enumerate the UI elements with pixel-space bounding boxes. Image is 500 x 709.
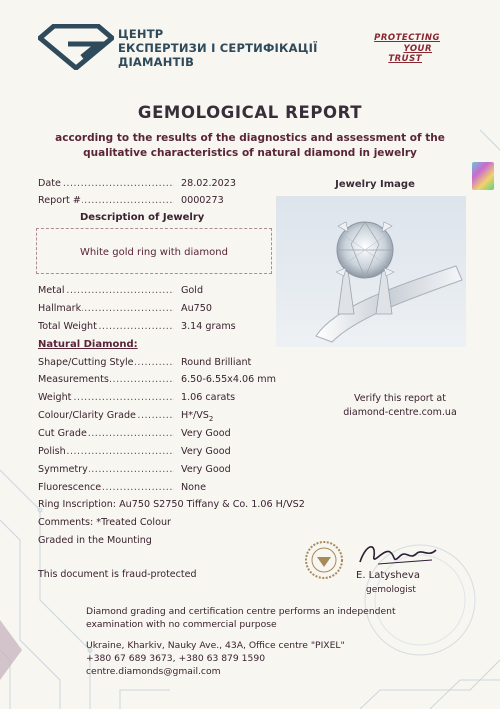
diamond-logo-icon	[38, 24, 114, 70]
symmetry-row	[38, 464, 231, 478]
metal-value: Gold	[181, 285, 204, 296]
measurements-value: 6.50-6.55x4.06 mm	[181, 374, 276, 385]
total-weight-label: Total Weight	[38, 321, 97, 332]
polish-label: Polish	[38, 446, 66, 457]
hologram-sticker	[472, 162, 494, 190]
fluorescence-label: Fluorescence	[38, 482, 102, 493]
cut-grade-value: Very Good	[181, 428, 231, 439]
report-number-row	[38, 195, 224, 209]
date-value: 28.02.2023	[181, 178, 236, 189]
polish-row	[38, 446, 231, 460]
gemologist-name: E. Latysheva	[356, 570, 420, 581]
verify-line-1: Verify this report at	[354, 393, 446, 404]
symmetry-label: Symmetry	[38, 464, 88, 475]
slogan	[350, 33, 440, 65]
cut-grade-row	[38, 428, 231, 442]
weight-value: 1.06 carats	[181, 392, 236, 403]
colour-clarity-value	[181, 410, 213, 423]
weight-label: Weight	[38, 392, 72, 403]
measurements-label: Measurements	[38, 374, 109, 385]
report-number-label: Report #	[38, 195, 81, 206]
fluorescence-row	[38, 482, 207, 496]
footer-phones: +380 67 689 3673, +380 63 879 1590	[86, 653, 266, 664]
date-label: Date	[38, 178, 61, 189]
jewelry-image-label: Jewelry Image	[335, 179, 415, 190]
natural-diamond-heading: Natural Diamond:	[38, 339, 138, 350]
organization-name	[118, 27, 328, 69]
subtitle-line-1: according to the results of the diagnostics and assessment of the	[55, 132, 445, 144]
hallmark-row	[38, 303, 212, 317]
shape-value: Round Brilliant	[181, 357, 252, 368]
colour-clarity-row	[38, 410, 214, 424]
footer-email: centre.diamonds@gmail.com	[86, 666, 221, 677]
footer-disclaimer	[86, 605, 396, 631]
org-line-1: ЦЕНТР	[118, 27, 164, 41]
description-value: White gold ring with diamond	[80, 247, 228, 258]
symmetry-value: Very Good	[181, 464, 231, 475]
report-subtitle	[40, 131, 460, 161]
official-seal-icon	[304, 540, 344, 580]
measurements-row	[38, 374, 276, 388]
jewelry-photo	[276, 196, 466, 347]
fraud-protected-note: This document is fraud-protected	[38, 569, 197, 580]
footer-contacts	[86, 639, 345, 678]
date-row	[38, 178, 236, 192]
metal-label: Metal	[38, 285, 65, 296]
graded-in-mounting: Graded in the Mounting	[38, 535, 152, 546]
clarity-subscript: 2	[208, 414, 214, 423]
subtitle-line-2: qualitative characteristics of natural diamond in jewelry	[83, 147, 417, 159]
fluorescence-value: None	[181, 482, 207, 493]
polish-value: Very Good	[181, 446, 231, 457]
shape-label: Shape/Cutting Style	[38, 357, 134, 368]
metal-row	[38, 285, 204, 299]
comments: Comments: *Treated Colour	[38, 517, 171, 528]
ring-inscription: Ring Inscription: Au750 S2750 Tiffany & Co. 1.06 H/VS2	[38, 499, 305, 510]
org-line-3: ДІАМАНТІВ	[118, 55, 195, 69]
colour-clarity-label: Colour/Clarity Grade	[38, 410, 136, 421]
total-weight-row	[38, 321, 236, 335]
hallmark-label: Hallmark	[38, 303, 82, 314]
total-weight-value: 3.14 grams	[181, 321, 236, 332]
diamond-ring-image	[276, 196, 466, 347]
gemologist-role: gemologist	[366, 585, 416, 595]
footer-line-1: Diamond grading and certification centre performs an independent	[86, 606, 396, 617]
slogan-line-2: YOUR	[403, 43, 432, 54]
hallmark-value: Au750	[181, 303, 212, 314]
gemologist-signature	[356, 538, 440, 570]
cut-grade-label: Cut Grade	[38, 428, 87, 439]
verify-url: diamond-centre.com.ua	[343, 407, 457, 418]
slogan-line-1: PROTECTING	[374, 33, 440, 43]
org-line-2: ЕКСПЕРТИЗИ І СЕРТИФІКАЦІЇ	[118, 41, 318, 55]
shape-row	[38, 357, 252, 371]
description-heading: Description of Jewelry	[80, 212, 205, 223]
colour-clarity-main: H*/VS	[181, 410, 209, 421]
slogan-line-3: TRUST	[388, 54, 422, 64]
report-title: GEMOLOGICAL REPORT	[137, 103, 363, 122]
footer-line-2: examination with no commercial purpose	[86, 619, 277, 630]
weight-row	[38, 392, 236, 406]
footer-address: Ukraine, Kharkiv, Nauky Ave., 43A, Office centre "PIXEL"	[86, 640, 345, 651]
report-number-value: 0000273	[181, 195, 224, 206]
verify-note	[330, 392, 470, 420]
